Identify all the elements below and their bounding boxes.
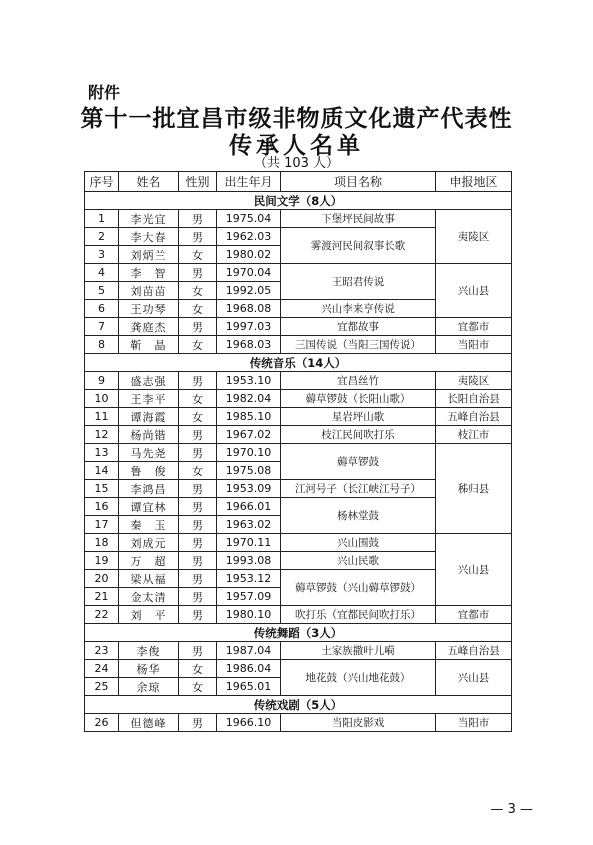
cell-project: 薅草锣鼓（长阳山歌） <box>281 390 436 408</box>
table-row <box>85 318 512 336</box>
cell-birth: 1982.04 <box>217 390 281 408</box>
cell-birth: 1967.02 <box>217 426 281 444</box>
header-birth: 出生年月 <box>217 172 281 192</box>
cell-sex: 男 <box>179 588 217 606</box>
cell-region: 枝江市 <box>436 426 512 444</box>
cell-region: 五峰自治县 <box>436 408 512 426</box>
cell-birth: 1965.01 <box>217 678 281 696</box>
table-row <box>85 606 512 624</box>
cell-project: 土家族撒叶儿嗬 <box>281 642 436 660</box>
cell-sex: 男 <box>179 480 217 498</box>
cell-project: 薅草锣鼓（兴山薅草锣鼓） <box>281 570 436 606</box>
table-row <box>85 408 512 426</box>
cell-name: 但德峰 <box>119 714 179 732</box>
table-row <box>85 264 512 282</box>
cell-name: 刘苗苗 <box>119 282 179 300</box>
category-label: 民间文学（8人） <box>85 192 512 210</box>
cell-sex: 女 <box>179 336 217 354</box>
cell-serial: 6 <box>85 300 119 318</box>
cell-serial: 10 <box>85 390 119 408</box>
category-label: 传统音乐（14人） <box>85 354 512 372</box>
cell-sex: 男 <box>179 516 217 534</box>
table-row <box>85 534 512 552</box>
cell-serial: 22 <box>85 606 119 624</box>
cell-birth: 1953.10 <box>217 372 281 390</box>
table-row <box>85 714 512 732</box>
page-number: — 3 — <box>490 802 533 817</box>
header-project: 项目名称 <box>281 172 436 192</box>
cell-birth: 1987.04 <box>217 642 281 660</box>
cell-name: 盛志强 <box>119 372 179 390</box>
cell-birth: 1986.04 <box>217 660 281 678</box>
cell-birth: 1985.10 <box>217 408 281 426</box>
cell-name: 刘炳兰 <box>119 246 179 264</box>
cell-name: 秦 玉 <box>119 516 179 534</box>
cell-serial: 24 <box>85 660 119 678</box>
document-title-line-2: 传承人名单 <box>229 132 364 159</box>
table-row <box>85 660 512 678</box>
cell-serial: 20 <box>85 570 119 588</box>
total-count: （共 103 人） <box>253 156 340 171</box>
cell-name: 刘成元 <box>119 534 179 552</box>
cell-sex: 女 <box>179 282 217 300</box>
cell-serial: 21 <box>85 588 119 606</box>
table-row <box>85 426 512 444</box>
cell-birth: 1980.02 <box>217 246 281 264</box>
cell-project: 王昭君传说 <box>281 264 436 300</box>
cell-sex: 女 <box>179 408 217 426</box>
cell-serial: 12 <box>85 426 119 444</box>
cell-sex: 女 <box>179 462 217 480</box>
cell-project: 三国传说（当阳三国传说） <box>281 336 436 354</box>
cell-serial: 8 <box>85 336 119 354</box>
cell-name: 杨尚锴 <box>119 426 179 444</box>
cell-project: 吹打乐（宜都民间吹打乐） <box>281 606 436 624</box>
cell-sex: 男 <box>179 714 217 732</box>
category-row <box>85 354 512 372</box>
cell-sex: 男 <box>179 426 217 444</box>
cell-birth: 1970.11 <box>217 534 281 552</box>
cell-sex: 男 <box>179 552 217 570</box>
cell-serial: 25 <box>85 678 119 696</box>
cell-project: 兴山民歌 <box>281 552 436 570</box>
cell-sex: 男 <box>179 498 217 516</box>
cell-project: 薅草锣鼓 <box>281 444 436 480</box>
cell-name: 王李平 <box>119 390 179 408</box>
cell-project: 江河号子（长江峡江号子） <box>281 480 436 498</box>
cell-birth: 1957.09 <box>217 588 281 606</box>
cell-birth: 1953.12 <box>217 570 281 588</box>
cell-region: 长阳自治县 <box>436 390 512 408</box>
header-region: 申报地区 <box>436 172 512 192</box>
cell-name: 刘 平 <box>119 606 179 624</box>
inheritor-roster-table <box>84 171 512 732</box>
cell-birth: 1993.08 <box>217 552 281 570</box>
cell-serial: 4 <box>85 264 119 282</box>
header-sex: 性别 <box>179 172 217 192</box>
cell-sex: 男 <box>179 606 217 624</box>
cell-name: 鲁 俊 <box>119 462 179 480</box>
cell-region: 宜都市 <box>436 606 512 624</box>
cell-name: 马先尧 <box>119 444 179 462</box>
cell-project: 枝江民间吹打乐 <box>281 426 436 444</box>
cell-region: 兴山县 <box>436 264 512 318</box>
table-row <box>85 444 512 462</box>
cell-name: 李 智 <box>119 264 179 282</box>
cell-name: 余琼 <box>119 678 179 696</box>
cell-name: 李大春 <box>119 228 179 246</box>
cell-region: 兴山县 <box>436 660 512 696</box>
cell-birth: 1968.08 <box>217 300 281 318</box>
cell-serial: 3 <box>85 246 119 264</box>
cell-sex: 男 <box>179 228 217 246</box>
cell-project: 下堡坪民间故事 <box>281 210 436 228</box>
table-row <box>85 390 512 408</box>
cell-region: 夷陵区 <box>436 372 512 390</box>
cell-serial: 19 <box>85 552 119 570</box>
cell-region: 秭归县 <box>436 444 512 534</box>
cell-birth: 1975.08 <box>217 462 281 480</box>
cell-name: 龚庭杰 <box>119 318 179 336</box>
category-label: 传统戏剧（5人） <box>85 696 512 714</box>
cell-serial: 11 <box>85 408 119 426</box>
cell-sex: 男 <box>179 372 217 390</box>
cell-birth: 1970.10 <box>217 444 281 462</box>
cell-project: 地花鼓（兴山地花鼓） <box>281 660 436 696</box>
cell-birth: 1968.03 <box>217 336 281 354</box>
table-row <box>85 210 512 228</box>
category-row <box>85 696 512 714</box>
cell-birth: 1962.03 <box>217 228 281 246</box>
cell-birth: 1963.02 <box>217 516 281 534</box>
table-header-row <box>85 172 512 192</box>
cell-region: 宜都市 <box>436 318 512 336</box>
cell-region: 五峰自治县 <box>436 642 512 660</box>
cell-name: 金太清 <box>119 588 179 606</box>
cell-name: 李鸿昌 <box>119 480 179 498</box>
cell-sex: 男 <box>179 210 217 228</box>
cell-sex: 女 <box>179 300 217 318</box>
cell-region: 当阳市 <box>436 336 512 354</box>
cell-sex: 女 <box>179 246 217 264</box>
cell-name: 王功琴 <box>119 300 179 318</box>
cell-serial: 14 <box>85 462 119 480</box>
cell-serial: 23 <box>85 642 119 660</box>
cell-sex: 女 <box>179 678 217 696</box>
header-name: 姓名 <box>119 172 179 192</box>
cell-project: 宜都故事 <box>281 318 436 336</box>
cell-serial: 1 <box>85 210 119 228</box>
cell-region: 当阳市 <box>436 714 512 732</box>
cell-serial: 5 <box>85 282 119 300</box>
cell-birth: 1992.05 <box>217 282 281 300</box>
cell-name: 谭宜林 <box>119 498 179 516</box>
table-row <box>85 336 512 354</box>
cell-serial: 15 <box>85 480 119 498</box>
cell-sex: 女 <box>179 390 217 408</box>
header-serial: 序号 <box>85 172 119 192</box>
cell-sex: 女 <box>179 660 217 678</box>
category-label: 传统舞蹈（3人） <box>85 624 512 642</box>
table-row <box>85 372 512 390</box>
category-row <box>85 192 512 210</box>
cell-project: 星岩坪山歌 <box>281 408 436 426</box>
cell-birth: 1997.03 <box>217 318 281 336</box>
cell-name: 谭海霞 <box>119 408 179 426</box>
cell-name: 李俊 <box>119 642 179 660</box>
cell-project: 兴山李来亨传说 <box>281 300 436 318</box>
cell-sex: 男 <box>179 570 217 588</box>
table-body <box>85 192 512 732</box>
cell-birth: 1980.10 <box>217 606 281 624</box>
table-row <box>85 642 512 660</box>
cell-birth: 1966.10 <box>217 714 281 732</box>
cell-birth: 1953.09 <box>217 480 281 498</box>
cell-sex: 男 <box>179 642 217 660</box>
cell-serial: 26 <box>85 714 119 732</box>
cell-sex: 男 <box>179 318 217 336</box>
cell-sex: 男 <box>179 264 217 282</box>
cell-name: 杨华 <box>119 660 179 678</box>
cell-project: 兴山围鼓 <box>281 534 436 552</box>
cell-birth: 1975.04 <box>217 210 281 228</box>
cell-serial: 7 <box>85 318 119 336</box>
cell-serial: 16 <box>85 498 119 516</box>
cell-region: 兴山县 <box>436 534 512 606</box>
cell-name: 梁从福 <box>119 570 179 588</box>
document-title-line-1: 第十一批宜昌市级非物质文化遗产代表性 <box>80 105 513 132</box>
cell-name: 靳 晶 <box>119 336 179 354</box>
cell-project: 雾渡河民间叙事长歌 <box>281 228 436 264</box>
category-row <box>85 624 512 642</box>
cell-serial: 17 <box>85 516 119 534</box>
cell-serial: 9 <box>85 372 119 390</box>
cell-sex: 男 <box>179 444 217 462</box>
cell-serial: 2 <box>85 228 119 246</box>
cell-project: 宜昌丝竹 <box>281 372 436 390</box>
cell-project: 杨林堂鼓 <box>281 498 436 534</box>
cell-sex: 男 <box>179 534 217 552</box>
cell-serial: 13 <box>85 444 119 462</box>
cell-project: 当阳皮影戏 <box>281 714 436 732</box>
cell-name: 李光宜 <box>119 210 179 228</box>
cell-birth: 1966.01 <box>217 498 281 516</box>
cell-name: 万 超 <box>119 552 179 570</box>
attachment-label: 附件 <box>88 83 121 102</box>
cell-birth: 1970.04 <box>217 264 281 282</box>
cell-serial: 18 <box>85 534 119 552</box>
cell-region: 夷陵区 <box>436 210 512 264</box>
